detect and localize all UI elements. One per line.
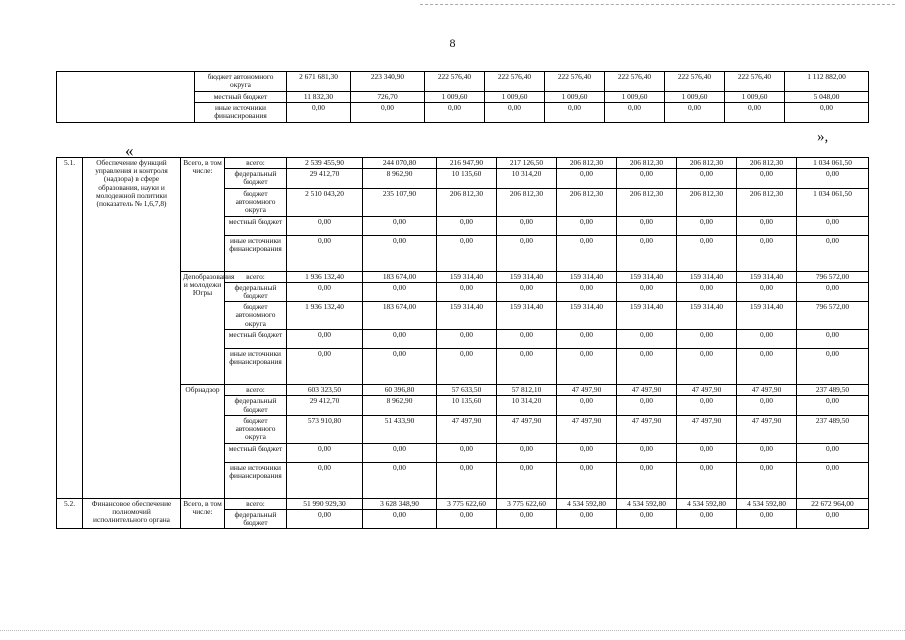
value-cell: 4 534 592,80: [677, 498, 737, 509]
bottom-edge-line: [0, 630, 905, 631]
source-label: местный бюджет: [225, 330, 287, 349]
top-edge-line: [420, 4, 895, 5]
value-cell: 3 628 348,90: [363, 498, 437, 509]
value-cell: 159 314,40: [737, 271, 797, 282]
value-cell: 0,00: [737, 510, 797, 529]
value-cell: 0,00: [797, 396, 869, 415]
value-cell: 47 497,90: [737, 415, 797, 443]
source-label: местный бюджет: [225, 443, 287, 462]
item-number: 5.1.: [57, 158, 83, 499]
table-row: [57, 72, 869, 92]
value-cell: 206 812,30: [737, 188, 797, 216]
value-cell: 0,00: [737, 396, 797, 415]
value-cell: 10 314,20: [497, 169, 557, 188]
value-cell: 159 314,40: [497, 302, 557, 330]
value-cell: 1 112 882,00: [785, 72, 869, 92]
source-label: местный бюджет: [225, 216, 287, 235]
item-name: Обеспечение функций управления и контроля (надзора) в сфере образования, науки и молодежной политики (показатель № 1,6,7,8): [83, 158, 181, 499]
value-cell: 0,00: [437, 443, 497, 462]
value-cell: 0,00: [737, 282, 797, 301]
continued-table: [56, 71, 869, 123]
value-cell: 222 576,40: [545, 72, 605, 92]
value-cell: 0,00: [497, 216, 557, 235]
value-cell: 3 775 622,60: [437, 498, 497, 509]
value-cell: 222 576,40: [725, 72, 785, 92]
value-cell: 0,00: [497, 282, 557, 301]
value-cell: 47 497,90: [677, 415, 737, 443]
value-cell: 0,00: [797, 235, 869, 271]
value-cell: 206 812,30: [677, 188, 737, 216]
value-cell: 0,00: [737, 462, 797, 498]
value-cell: 206 812,30: [497, 188, 557, 216]
value-cell: 159 314,40: [737, 302, 797, 330]
executor-name: Всего, в том числе:: [181, 158, 225, 272]
value-cell: 1 009,60: [725, 92, 785, 103]
value-cell: 222 576,40: [605, 72, 665, 92]
value-cell: 5 048,00: [785, 92, 869, 103]
value-cell: 1 034 061,50: [797, 188, 869, 216]
source-label: всего:: [225, 271, 287, 282]
value-cell: 0,00: [287, 282, 363, 301]
value-cell: 726,70: [351, 92, 425, 103]
value-cell: 159 314,40: [677, 271, 737, 282]
value-cell: 0,00: [425, 103, 485, 123]
value-cell: 57 812,10: [497, 385, 557, 396]
source-label: бюджет автономного округа: [225, 302, 287, 330]
source-label: бюджет автономного округа: [225, 415, 287, 443]
value-cell: 3 775 622,60: [497, 498, 557, 509]
value-cell: 573 910,80: [287, 415, 363, 443]
value-cell: 0,00: [737, 443, 797, 462]
value-cell: 0,00: [677, 443, 737, 462]
value-cell: 0,00: [287, 462, 363, 498]
value-cell: 0,00: [617, 349, 677, 385]
value-cell: 0,00: [363, 349, 437, 385]
value-cell: 0,00: [617, 235, 677, 271]
value-cell: 206 812,30: [677, 158, 737, 169]
source-label: федеральный бюджет: [225, 510, 287, 529]
value-cell: 8 962,90: [363, 169, 437, 188]
value-cell: 0,00: [545, 103, 605, 123]
source-label: федеральный бюджет: [225, 169, 287, 188]
executor-name: Депобразования и молодежи Югры: [181, 271, 225, 385]
value-cell: 0,00: [617, 462, 677, 498]
value-cell: 0,00: [437, 282, 497, 301]
value-cell: 159 314,40: [497, 271, 557, 282]
value-cell: 47 497,90: [557, 415, 617, 443]
value-cell: 206 812,30: [557, 188, 617, 216]
value-cell: 0,00: [797, 169, 869, 188]
value-cell: 47 497,90: [617, 415, 677, 443]
value-cell: 4 534 592,80: [557, 498, 617, 509]
value-cell: 0,00: [617, 443, 677, 462]
value-cell: 0,00: [437, 216, 497, 235]
value-cell: 216 947,90: [437, 158, 497, 169]
value-cell: 0,00: [557, 235, 617, 271]
value-cell: 0,00: [363, 282, 437, 301]
value-cell: 0,00: [363, 235, 437, 271]
value-cell: 0,00: [437, 510, 497, 529]
value-cell: 603 323,50: [287, 385, 363, 396]
value-cell: 0,00: [363, 462, 437, 498]
value-cell: 0,00: [287, 103, 351, 123]
value-cell: 0,00: [497, 235, 557, 271]
value-cell: 0,00: [557, 216, 617, 235]
executor-name: Всего, в том числе:: [181, 498, 225, 529]
value-cell: 8 962,90: [363, 396, 437, 415]
funding-table: [56, 157, 869, 529]
value-cell: 0,00: [737, 216, 797, 235]
value-cell: 2 539 455,90: [287, 158, 363, 169]
value-cell: 0,00: [797, 282, 869, 301]
source-label: всего:: [225, 158, 287, 169]
value-cell: 0,00: [797, 443, 869, 462]
value-cell: 0,00: [677, 235, 737, 271]
value-cell: 29 412,70: [287, 396, 363, 415]
value-cell: 0,00: [725, 103, 785, 123]
value-cell: 0,00: [437, 462, 497, 498]
value-cell: 0,00: [557, 282, 617, 301]
value-cell: 159 314,40: [617, 271, 677, 282]
value-cell: 0,00: [497, 349, 557, 385]
value-cell: 0,00: [737, 330, 797, 349]
closing-quote: »,: [817, 129, 829, 145]
value-cell: 11 832,30: [287, 92, 351, 103]
value-cell: 4 534 592,80: [737, 498, 797, 509]
value-cell: 47 497,90: [557, 385, 617, 396]
item-name: Финансовое обеспечение полномочий исполнительного органа: [83, 498, 181, 529]
value-cell: 0,00: [497, 462, 557, 498]
value-cell: 159 314,40: [437, 302, 497, 330]
value-cell: 1 034 061,50: [797, 158, 869, 169]
value-cell: 0,00: [797, 330, 869, 349]
value-cell: 237 489,50: [797, 385, 869, 396]
value-cell: 0,00: [557, 330, 617, 349]
source-label: иные источники финансирования: [195, 103, 287, 123]
value-cell: 0,00: [617, 396, 677, 415]
table-row: [57, 158, 869, 169]
value-cell: 22 672 964,00: [797, 498, 869, 509]
value-cell: 0,00: [363, 216, 437, 235]
value-cell: 0,00: [363, 443, 437, 462]
value-cell: 47 497,90: [617, 385, 677, 396]
value-cell: 0,00: [617, 216, 677, 235]
value-cell: 0,00: [287, 510, 363, 529]
value-cell: 0,00: [785, 103, 869, 123]
value-cell: 1 009,60: [665, 92, 725, 103]
value-cell: 235 107,90: [363, 188, 437, 216]
value-cell: 159 314,40: [617, 302, 677, 330]
executor-name: Обрнадзор: [181, 385, 225, 499]
value-cell: 217 126,50: [497, 158, 557, 169]
source-label: бюджет автономного округа: [225, 188, 287, 216]
value-cell: 0,00: [605, 103, 665, 123]
source-label: всего:: [225, 385, 287, 396]
value-cell: 1 936 132,40: [287, 271, 363, 282]
page-number: 8: [449, 36, 456, 50]
value-cell: 0,00: [737, 349, 797, 385]
table-row: [57, 498, 869, 509]
value-cell: 1 009,60: [485, 92, 545, 103]
value-cell: 0,00: [557, 349, 617, 385]
value-cell: 0,00: [363, 510, 437, 529]
source-label: иные источники финансирования: [225, 349, 287, 385]
item-number: 5.2.: [57, 498, 83, 529]
value-cell: 1 009,60: [605, 92, 665, 103]
value-cell: 0,00: [437, 330, 497, 349]
value-cell: 222 576,40: [485, 72, 545, 92]
value-cell: 10 135,60: [437, 169, 497, 188]
value-cell: 223 340,90: [351, 72, 425, 92]
value-cell: 0,00: [437, 235, 497, 271]
source-label: иные источники финансирования: [225, 462, 287, 498]
value-cell: 0,00: [351, 103, 425, 123]
value-cell: 0,00: [677, 330, 737, 349]
value-cell: 0,00: [287, 330, 363, 349]
value-cell: 0,00: [287, 216, 363, 235]
value-cell: 244 070,80: [363, 158, 437, 169]
value-cell: 183 674,00: [363, 271, 437, 282]
value-cell: 29 412,70: [287, 169, 363, 188]
source-label: федеральный бюджет: [225, 396, 287, 415]
value-cell: 0,00: [677, 216, 737, 235]
value-cell: 0,00: [287, 443, 363, 462]
value-cell: 0,00: [677, 349, 737, 385]
value-cell: 2 510 043,20: [287, 188, 363, 216]
value-cell: 237 489,50: [797, 415, 869, 443]
value-cell: 10 135,60: [437, 396, 497, 415]
value-cell: 206 812,30: [437, 188, 497, 216]
value-cell: 206 812,30: [617, 158, 677, 169]
value-cell: 206 812,30: [617, 188, 677, 216]
value-cell: 1 009,60: [545, 92, 605, 103]
value-cell: 0,00: [437, 349, 497, 385]
value-cell: 0,00: [363, 330, 437, 349]
value-cell: 47 497,90: [497, 415, 557, 443]
value-cell: 0,00: [557, 396, 617, 415]
value-cell: 183 674,00: [363, 302, 437, 330]
value-cell: 159 314,40: [437, 271, 497, 282]
value-cell: 0,00: [797, 462, 869, 498]
source-label: бюджет автономного округа: [195, 72, 287, 92]
value-cell: 0,00: [737, 235, 797, 271]
value-cell: 0,00: [677, 462, 737, 498]
value-cell: 10 314,20: [497, 396, 557, 415]
blank-cell: [57, 72, 195, 123]
value-cell: 0,00: [677, 510, 737, 529]
value-cell: 222 576,40: [425, 72, 485, 92]
value-cell: 0,00: [557, 462, 617, 498]
value-cell: 47 497,90: [677, 385, 737, 396]
value-cell: 0,00: [485, 103, 545, 123]
value-cell: 796 572,00: [797, 302, 869, 330]
value-cell: 796 572,00: [797, 271, 869, 282]
source-label: иные источники финансирования: [225, 235, 287, 271]
value-cell: 51 433,90: [363, 415, 437, 443]
source-label: федеральный бюджет: [225, 282, 287, 301]
value-cell: 0,00: [665, 103, 725, 123]
value-cell: 0,00: [737, 169, 797, 188]
value-cell: 0,00: [557, 443, 617, 462]
value-cell: 47 497,90: [737, 385, 797, 396]
value-cell: 0,00: [677, 169, 737, 188]
value-cell: 2 671 681,30: [287, 72, 351, 92]
value-cell: 159 314,40: [677, 302, 737, 330]
value-cell: 60 396,80: [363, 385, 437, 396]
value-cell: 0,00: [797, 510, 869, 529]
value-cell: 206 812,30: [557, 158, 617, 169]
value-cell: 0,00: [617, 510, 677, 529]
value-cell: 0,00: [287, 235, 363, 271]
value-cell: 0,00: [797, 216, 869, 235]
value-cell: 0,00: [797, 349, 869, 385]
value-cell: 222 576,40: [665, 72, 725, 92]
value-cell: 0,00: [557, 169, 617, 188]
value-cell: 1 936 132,40: [287, 302, 363, 330]
value-cell: 1 009,60: [425, 92, 485, 103]
value-cell: 0,00: [617, 282, 677, 301]
value-cell: 0,00: [617, 330, 677, 349]
opening-quote: «: [125, 141, 134, 160]
source-label: местный бюджет: [195, 92, 287, 103]
value-cell: 0,00: [287, 349, 363, 385]
value-cell: 0,00: [617, 169, 677, 188]
value-cell: 4 534 592,80: [617, 498, 677, 509]
value-cell: 0,00: [497, 443, 557, 462]
value-cell: 0,00: [497, 510, 557, 529]
value-cell: 0,00: [677, 282, 737, 301]
source-label: всего:: [225, 498, 287, 509]
value-cell: 51 990 929,30: [287, 498, 363, 509]
value-cell: 206 812,30: [737, 158, 797, 169]
value-cell: 0,00: [497, 330, 557, 349]
value-cell: 47 497,90: [437, 415, 497, 443]
value-cell: 159 314,40: [557, 271, 617, 282]
value-cell: 0,00: [677, 396, 737, 415]
value-cell: 57 633,50: [437, 385, 497, 396]
value-cell: 159 314,40: [557, 302, 617, 330]
value-cell: 0,00: [557, 510, 617, 529]
